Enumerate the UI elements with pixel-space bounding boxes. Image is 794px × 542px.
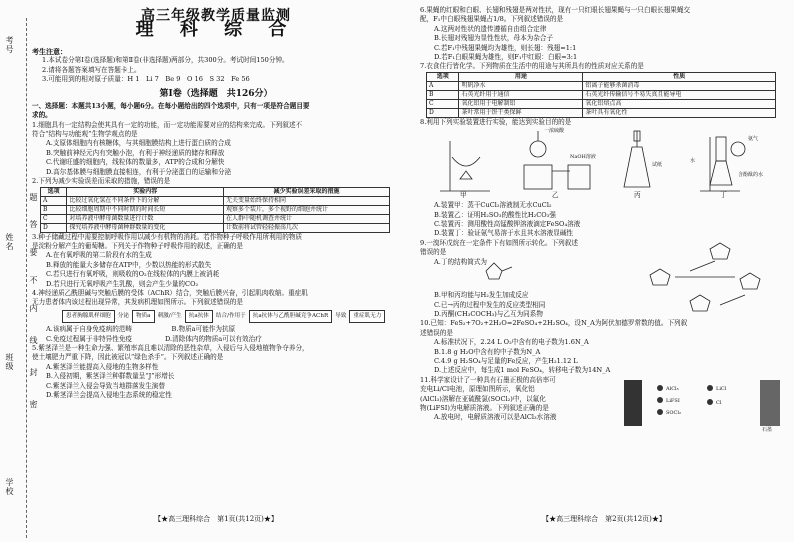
option: D.若只进行无氧呼吸产生乳酸，则会产生少量的CO₂ — [46, 279, 199, 288]
table-header: 性质 — [583, 72, 776, 81]
table-cell: 无关变量始终保持相同 — [224, 196, 390, 205]
option: C.若只进行有氧呼吸，则吸收的O₂在线粒体的内膜上被消耗 — [46, 270, 220, 279]
option: B.1.8 g H₂O中含有的中子数为N_A — [434, 347, 541, 356]
table-cell: D — [427, 108, 459, 117]
subject-title: 理 科 综 合 — [135, 19, 297, 41]
binding-line — [26, 18, 27, 538]
flow-arrow-label: 导致 — [335, 312, 347, 319]
table-header: 实验内容 — [67, 187, 224, 196]
question-11: 11.科学家设计了一种具有石墨正极的高倍率可 — [420, 375, 556, 384]
question-11-block — [420, 375, 788, 433]
table-header: 用途 — [459, 72, 583, 81]
table-cell: 计数前将试管轻轻振荡几次 — [224, 223, 390, 232]
table-cell: 对培养液中酵母菌数量进行计数 — [67, 214, 224, 223]
label-name: 姓名 — [5, 233, 14, 251]
question-4-cont: 无力患者体内该过程出现异常，其发病机理如图所示。下列叙述错误的是 — [32, 298, 243, 307]
question-9: 9.一溴环戊烷在一定条件下有如图所示转化。下列叙述 — [420, 238, 578, 247]
option: B.突触前神经元内有突触小泡，有利于神经递质的储存和释放 — [46, 148, 225, 157]
seal-char: 题 — [29, 193, 38, 201]
seal-char: 线 — [29, 336, 38, 344]
flow-box: 抗a抗体与乙酰胆碱竞争AChR — [249, 310, 332, 323]
option: C.代谢旺盛的细胞内，线粒体的数量多，ATP的合成和分解快 — [46, 158, 225, 167]
question-6: 6.果蝇的红眼和白眼、长翅和残翅是两对性状，现有一只红眼长翅果蝇与一只白眼长翅果蝇交 — [420, 6, 691, 14]
question-11-cont: 充电Li/Cl电池，原理如图所示，氧化铝 — [420, 385, 535, 394]
option: C.紫茎泽兰入侵会导致当地群落发生演替 — [46, 381, 165, 390]
option: B.装置乙：证明H₂SO₃的酸性比H₂CO₃强 — [434, 210, 556, 219]
question-2: 2.下列为减少实验误差而采取的措施，错误的是 — [32, 177, 171, 186]
option: C.装置丙：测用酸性高锰酸钾溶液滴定FeSO₄溶液 — [434, 220, 581, 229]
option: D.丙酮(CH₃COCH₃)与乙互为同系物 — [434, 309, 543, 318]
page-two — [420, 6, 788, 526]
table-cell: A — [41, 196, 67, 205]
fig-label-bing: 丙 — [634, 191, 641, 200]
seal-char: 封 — [29, 368, 38, 376]
fig-label-ding: 丁 — [720, 191, 727, 200]
option: A.这两对性状的遗传遵循自由组合定律 — [434, 24, 547, 33]
option — [32, 325, 400, 334]
table-cell: A — [427, 81, 459, 90]
option: D.高尔基体膜与细胞膜直接相连，有利于分泌蛋白的运输和分泌 — [46, 167, 232, 176]
option-c: C.免疫过程属于非特异性免疫 — [46, 334, 133, 343]
table-cell: 石英光纤传输信号不易失真且能导电 — [583, 90, 776, 99]
section-heading: 第Ⅰ卷（选择题 共126分） — [159, 89, 273, 100]
apparatus-drawing — [420, 127, 788, 201]
battery-drawing — [620, 376, 788, 432]
flow-arrow-label: 分泌 — [117, 312, 129, 319]
option: D.上述反应中，每生成1 mol FeSO₄，转移电子数为14N_A — [434, 366, 611, 375]
note-line: 1.本试卷分第Ⅰ卷(选择题)和第Ⅱ卷(非选择题)两部分，共300分。考试时间150分钟。 — [42, 56, 289, 65]
fig-annotation: 水 — [690, 158, 696, 165]
table-cell: B — [427, 90, 459, 99]
table-cell: 观察多个装片，多个视野的细胞并统计 — [224, 205, 390, 214]
option: A.装置甲：蒸干CuCl₂溶液制无水CuCl₂ — [434, 201, 552, 210]
option: B.入侵初期，紫茎泽兰种群数量呈“J”形增长 — [46, 372, 175, 381]
table-cell: 明矾净水 — [459, 81, 583, 90]
option: C.若F₁中残翅果蝇均为雄性，则长翅：残翅=1:1 — [434, 43, 577, 52]
exam-title: 高三年级教学质量监测 — [141, 8, 291, 24]
table-cell: 石英光纤用于通信 — [459, 90, 583, 99]
table-header: 选项 — [427, 72, 459, 81]
page-one — [32, 6, 400, 526]
option: C.4.9 g H₂SO₄与足量的Fe反应，产生H₂1.12 L — [434, 356, 578, 365]
option: B.释放的能量大多储存在ATP中，少数以热能的形式散失 — [46, 260, 212, 269]
legend-label: AlCl₃ — [666, 385, 679, 392]
seal-char: 密 — [29, 400, 38, 408]
apparatus-figure — [420, 127, 788, 201]
fig-annotation: 含酚酞的水 — [738, 172, 764, 179]
notes-heading: 考生注意： — [32, 46, 67, 56]
table-cell: 探究培养液中酵母菌种群数量的变化 — [67, 223, 224, 232]
seal-char: 内 — [29, 304, 38, 312]
note-line: 2.请将各题答案填写在答题卡上。 — [42, 65, 141, 74]
question-10-cont: 述错误的是 — [420, 328, 453, 337]
question-5-cont: 使土壤肥力严重下降，因此被冠以“绿色杀手”。下列叙述正确的是 — [32, 353, 224, 362]
table-cell: 比较过氧化氢在不同条件下的分解 — [67, 196, 224, 205]
binding-sidebar — [4, 8, 38, 536]
mechanism-flowchart — [62, 310, 400, 323]
question-11-cont: 物(LiFSI)为电解质溶液。下列叙述正确的是 — [420, 403, 549, 412]
question-3-cont: 是淀粉分解产生的葡萄糖。下列关于作物种子呼吸作用的叙述，正确的是 — [32, 241, 243, 250]
q2-table — [40, 187, 390, 233]
question-9-cont: 错误的是 — [420, 248, 447, 257]
flow-box: 患者胸腺肌样细胞 — [62, 310, 115, 323]
seal-char: 答 — [29, 220, 38, 228]
table-cell: 铝离子能够杀菌消毒 — [583, 81, 776, 90]
fig-label-yi: 乙 — [552, 191, 559, 200]
question-9-block — [420, 239, 788, 319]
option-a: A.该病属于自身免疫病的范畴 — [46, 325, 132, 334]
table-cell: 氧化铝用于电解制铝 — [459, 99, 583, 108]
question-8: 8.利用下列实验装置进行实验，能达到实验目的的是 — [420, 117, 572, 126]
page-footer: 【★高三理科综合 第2页(共12页)★】 — [542, 514, 666, 523]
question-1: 1.细胞具有一定结构会使其具有一定的功能，而一定功能需要对应的结构来完成。下列叙述不 — [32, 120, 303, 129]
option: D.若F₁白眼果蝇为雄性，则F₁中红眼：白眼=3:1 — [434, 53, 578, 62]
legend-label: LiFSI — [666, 397, 680, 404]
table-cell: B — [41, 205, 67, 214]
fig-label-jia: 甲 — [460, 191, 467, 200]
question-5: 5.紫茎泽兰是一种生命力强、繁殖率高且难以清除的恶性杂草，入侵后与入侵地植物争夺养分， — [32, 343, 309, 352]
option: A.紫茎泽兰能提高入侵地的生物多样性 — [46, 362, 159, 371]
question-10: 10.已知：FeS₂+7O₂+2H₂O=2FeSO₄+2H₂SO₄，设N_A为阿伏加德罗常数的值。下列叙 — [420, 319, 688, 328]
legend-label: LiCl — [716, 385, 727, 392]
table-cell: 在人群中随机调查并统计 — [224, 214, 390, 223]
option — [32, 335, 400, 344]
option: D.装置丁：验证氨气易溶于水且其水溶液显碱性 — [434, 229, 574, 238]
option: B.长翅对残翅为显性性状，母本为杂合子 — [434, 34, 554, 43]
table-cell: 茶叶具有氧化性 — [583, 108, 776, 117]
reaction-scheme — [630, 239, 780, 323]
flow-box: 物质a — [132, 310, 155, 323]
option: A.支原体细胞内有核糖体，与其细胞膜结构上进行蛋白质的合成 — [46, 139, 231, 148]
seal-char: 不 — [29, 276, 38, 284]
intro-line: 求的。 — [32, 111, 52, 120]
label-class: 班级 — [5, 353, 14, 371]
question-11-cont: (AlCl₃)溶解在亚硫酰氯(SOCl₂)中，以氟化 — [420, 394, 546, 403]
battery-diagram — [620, 376, 788, 432]
intro-line: 一、选择题：本题共13小题，每小题6分。在每小题给出的四个选项中，只有一项是符合题目要 — [32, 101, 310, 110]
option: A.在有氧呼吸的第二阶段有水的生成 — [46, 251, 152, 260]
page-footer: 【★高三理科综合 第1页(共12页)★】 — [154, 514, 278, 523]
option-d: D.清除体内的物质a可以有效治疗 — [165, 334, 262, 343]
table-cell: 茶叶常用于饼干类保鲜 — [459, 108, 583, 117]
label-exam-number: 考号 — [5, 36, 14, 54]
flow-arrow-label: 结合/作用于 — [215, 312, 246, 319]
table-cell: D — [41, 223, 67, 232]
table-header: 减少实验误差采取的措施 — [224, 187, 390, 196]
fig-annotation: 一浓硫酸 — [544, 128, 565, 135]
flow-box: 重症肌无力 — [349, 310, 385, 323]
table-cell: 比较细胞周期中不同时期的时间长短 — [67, 205, 224, 214]
legend-label: Cl — [716, 399, 722, 406]
note-line: 3.可能用到的相对原子质量：H 1 Li 7 Be 9 O 16 S 32 Fe 56 — [42, 75, 250, 84]
table-cell: 氧化铝熔点高 — [583, 99, 776, 108]
option: B.甲和丙均能与H₂发生加成反应 — [434, 291, 529, 300]
option: C.已→丙的过程中发生的反应类型相同 — [434, 300, 546, 309]
fig-annotation: 氨气 — [748, 136, 759, 143]
option: A.丁的结构简式为 — [434, 257, 488, 266]
question-7: 7.衣食住行皆化学。下列物质在生活中的用途与其所具有的性质对应关系的是 — [420, 62, 644, 71]
flow-box: 抗a抗体 — [185, 310, 213, 323]
option: A.标准状况下，2.24 L O₂中含有的电子数为1.6N_A — [434, 338, 589, 347]
question-1-cont: 符合“结构与功能观”生物学观点的是 — [32, 130, 138, 139]
option: D.紫茎泽兰会提高入侵地生态系统的稳定性 — [46, 391, 172, 399]
fig-annotation: NaOH溶液 — [570, 154, 596, 161]
table-cell: C — [41, 214, 67, 223]
structure-formula-icon — [480, 257, 520, 281]
table-cell: C — [427, 99, 459, 108]
option: A.放电时，电解质溶液可以是AlCl₃水溶液 — [434, 413, 557, 422]
question-4: 4.神经递质乙酰胆碱与突触后膜的受体（AChR）结合，突触后膜兴奋，引起肌肉收缩。重症肌 — [32, 288, 308, 297]
flow-arrow-label: 刺激/产生 — [157, 312, 182, 319]
legend-label: SOCl₂ — [666, 409, 681, 416]
question-3: 3.种子储藏过程中需要控制呼吸作用以减少有机物的消耗。若作物种子呼吸作用所利用的物质 — [32, 232, 303, 241]
q7-table — [426, 72, 776, 118]
seal-char: 要 — [29, 248, 38, 256]
fig-annotation: 试纸 — [652, 162, 663, 169]
table-header: 选项 — [41, 187, 67, 196]
option-b: B.物质a可能作为抗原 — [171, 325, 236, 334]
legend-label: 石墨 — [762, 426, 773, 433]
label-school: 学校 — [5, 478, 14, 496]
question-6-cont: 配，F₁中白眼残翅果蝇占1/8。下列叙述错误的是 — [420, 15, 564, 24]
